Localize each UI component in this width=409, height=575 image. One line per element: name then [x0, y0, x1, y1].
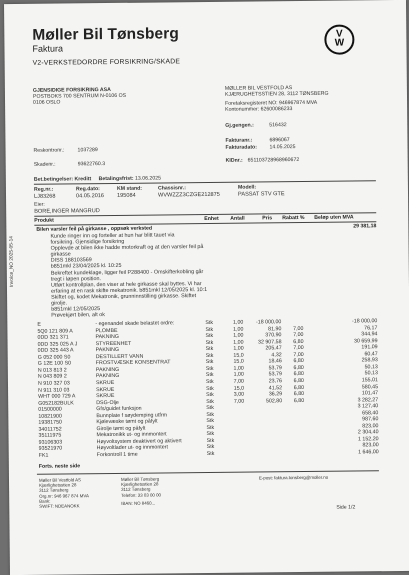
line-description: PAKNING	[95, 347, 120, 354]
line-amount: 30 659,99	[353, 337, 378, 345]
line-amount: 2 304,40	[357, 429, 379, 436]
dealer-name: MØLLER BIL VESTFOLD AS	[224, 85, 293, 92]
kid-value: 651103728968960672	[247, 157, 300, 164]
line-code: E	[37, 321, 41, 328]
line-description: SKRUE	[96, 386, 115, 393]
line-discount: 6,80	[293, 397, 305, 404]
line-unit: Stk	[206, 424, 215, 431]
col-header-qty: Antall	[230, 215, 245, 222]
description-line: Prøvekjørt bilen, alt ok	[51, 312, 105, 319]
footer-line: Telefon: 33 03 00 00	[121, 492, 161, 498]
vehicle-model-header: Modell:	[237, 184, 257, 191]
line-amount: 60,47	[364, 350, 378, 358]
line-code: N 911 310 03	[38, 386, 70, 394]
line-code: G052182BULK	[38, 399, 74, 407]
col-header-price: Pris	[262, 215, 273, 222]
line-code: N 013 813 2	[37, 367, 67, 374]
line-amount: 155,01	[361, 377, 379, 384]
line-price: 41,52	[268, 384, 283, 391]
line-quantity: 1,00	[233, 372, 244, 379]
line-unit: Stk	[205, 365, 214, 372]
line-unit: Stk	[206, 431, 215, 438]
recipient-name: GJENSIDIGE FORSIKRING ASA	[32, 86, 111, 94]
line-code: G 052 000 S0	[37, 354, 71, 361]
description-line: erfaring at en rask skifte mekatronik. b851mkl 12/05/2025 kl. 10:1	[50, 286, 208, 295]
line-description: PAKNING	[95, 373, 120, 380]
owner-value: BORE,INGER MANGRUD	[34, 208, 100, 215]
line-quantity: 1,00	[233, 339, 244, 346]
line-price: 53,79	[268, 365, 282, 372]
line-description: Bunnplate f søydemping utfrm	[96, 412, 168, 419]
description-line: DISS 188103569	[50, 257, 92, 265]
line-unit: Stk	[205, 333, 214, 340]
line-code: 10821900	[38, 413, 62, 420]
line-code: 0DD 321 371	[37, 334, 69, 341]
line-discount: 6,80	[293, 364, 304, 371]
invoice-date-value: 14.05.2025	[269, 144, 296, 151]
line-discount: 6,80	[293, 384, 305, 391]
vehicle-reg-value: LJ83268	[33, 193, 56, 200]
gj-gang	[225, 122, 286, 129]
line-description: - egenandel skade belastet ordre:	[95, 320, 175, 328]
owner-label: Eier:	[34, 201, 45, 208]
line-description: FROSTVÆSKE KONSENTRAT	[95, 359, 171, 367]
line-description: Girolje tømt og påfylt	[96, 425, 146, 432]
skade	[33, 161, 106, 168]
vehicle-reg-header: Reg.nr.:	[33, 186, 54, 193]
footer-contact	[259, 475, 328, 481]
line-code: FK1	[38, 452, 49, 459]
line-code: N 043 809 2	[37, 373, 67, 381]
line-price: 502,80	[265, 397, 283, 404]
document-type: Faktura	[32, 43, 64, 54]
line-unit: Stk	[205, 346, 214, 353]
line-description: SKRUE	[95, 379, 115, 387]
line-unit: Stk	[206, 398, 214, 405]
footer-line: Kjærlighetsstien 28	[39, 482, 77, 488]
line-description: Gfs/guidet funksjon	[96, 405, 142, 413]
footer-line: Org.nr: 946 967 874 MVA	[39, 492, 89, 499]
line-amount: 823,00	[362, 423, 379, 430]
dealer-address	[225, 85, 329, 98]
line-description: PAKNING	[95, 334, 119, 341]
line-unit: Stk	[205, 378, 214, 385]
dealer-street: KJÆRUGHETSSTIEN 28, 3112 TØNSBERG	[224, 90, 329, 98]
line-amount: 344,94	[361, 331, 378, 338]
description-line: girkasse	[50, 251, 71, 258]
company-name: Møller Bil Tønsberg	[32, 25, 179, 44]
invoice-number-label: Fakturanr.:	[225, 137, 253, 144]
line-amount: 76,17	[364, 324, 378, 331]
vehicle-km-value: 195084	[116, 192, 136, 199]
invoice-date	[225, 144, 296, 151]
line-price: 18,46	[268, 358, 282, 365]
description-line: Skiftet og, kodet Mekatronik, grunninnstilling girkasse. Skiftet	[51, 293, 197, 301]
line-discount: 6,80	[293, 338, 304, 345]
line-quantity: 1,00	[233, 319, 244, 326]
line-items	[37, 318, 379, 459]
line-amount: 3 127,40	[357, 403, 379, 410]
recipient-city: 0106 OSLO	[33, 99, 61, 106]
volkswagen-logo-icon: V W	[324, 24, 354, 54]
line-code: 93521970	[38, 445, 63, 453]
line-unit: Stk	[205, 339, 214, 346]
line-quantity: 15,0	[233, 358, 244, 366]
line-unit: Stk	[206, 385, 214, 392]
footer-line: Kjærlighetsstien 28	[121, 481, 159, 488]
line-price: 36,29	[268, 391, 283, 398]
gj-gang-label: Gj.gengen.:	[225, 122, 254, 129]
footer-line: 3112 Tønsberg	[39, 487, 69, 494]
recipient-address	[33, 87, 126, 106]
line-amount: 50,13	[364, 364, 378, 371]
line-unit: Stk	[206, 450, 215, 458]
invoice-date-label: Fakturadato:	[225, 144, 257, 151]
payment-terms-label: Bet.betingelser: Kreditt	[33, 176, 92, 183]
description-line: forsikring. Gjensidige forsikring	[50, 238, 125, 246]
line-description: Forkontroll 1 time	[96, 451, 138, 459]
footer-line: Møller Bil Tønsberg	[120, 476, 160, 482]
kid-label: KIDnr.:	[225, 157, 243, 164]
line-unit: Stk	[205, 359, 214, 366]
description-line: Utført kontrollplan, den viser at hele girkasse skal byttes. Vi har	[50, 280, 202, 289]
line-code: G 12E 100 S0	[37, 360, 72, 368]
footer-line: 3112 Tønsberg	[121, 487, 151, 493]
line-code: 34011752	[38, 426, 62, 433]
reskontro	[33, 147, 98, 154]
line-discount: 7,00	[293, 351, 304, 358]
description-line: Opplevde at bilen ikke hadde motorkraft og at den varsler feil på	[50, 244, 204, 252]
line-description: PLOMBE	[95, 327, 118, 334]
line-amount: 580,45	[361, 383, 379, 390]
line-code: WHT 000 729 A	[38, 393, 76, 400]
line-description: Mekatronikk ut- og innmontert	[96, 431, 167, 439]
line-description: STYREENHET	[95, 340, 132, 347]
vehicle-regdate-header: Reg.dato:	[75, 186, 100, 193]
section-total: 29 381,18	[353, 223, 377, 230]
vehicle-chassis-value: WVWZZZ3CZGE212875	[157, 191, 220, 199]
line-description: Høyvoltlader ut- og innmontert	[96, 444, 168, 452]
col-header-product: Produkt	[34, 217, 54, 224]
line-amount: 3 282,27	[357, 396, 379, 404]
gj-gang-value: 516432	[269, 122, 287, 129]
line-quantity: 3,00	[233, 391, 245, 398]
line-quantity: 1,00	[233, 345, 244, 352]
footer-line: Bank:	[39, 498, 51, 504]
line-amount: 1 152,20	[357, 436, 379, 443]
line-unit: Stk	[206, 418, 215, 425]
line-code: 93106303	[38, 439, 63, 446]
col-header-discount: Rabatt %	[282, 214, 305, 222]
line-amount: 987,60	[362, 416, 379, 423]
line-quantity: 15,0	[233, 385, 245, 392]
footer-line: SWIFT: NDEANOKK	[39, 503, 80, 509]
reskontro-value: 1037289	[77, 147, 98, 154]
line-unit: Stk	[205, 319, 214, 327]
line-quantity: 7,00	[233, 378, 245, 385]
document-subtitle: V2-VERKSTEDORDRE FORSIKRING/SKADE	[32, 58, 181, 67]
line-quantity: 1,00	[233, 332, 244, 339]
section-title: Bilen varsler feil på girkasse , oppsøk verksted	[36, 225, 153, 233]
line-code: 5Q0 121 809 A	[37, 327, 73, 335]
line-discount: 7,00	[293, 325, 304, 332]
line-description: DSG-Olje	[96, 399, 119, 406]
vehicle-km-header: KM stand:	[116, 185, 143, 192]
dealer-account	[225, 106, 292, 113]
line-amount: 258,93	[361, 357, 378, 364]
line-amount: 101,47	[361, 390, 379, 397]
vehicle-model-value: PASSAT STV GTE	[237, 191, 285, 198]
line-description: Kjølevæske tømt og påfylt	[96, 418, 158, 426]
line-description: SKRUE	[96, 393, 115, 400]
line-price: 81,90	[268, 325, 282, 332]
footer-company	[39, 477, 89, 509]
line-description: DESTILLERT VANN	[95, 353, 144, 360]
line-code: 35111975	[38, 432, 62, 440]
dealer-account-label: Kontonummer:	[225, 106, 260, 113]
vehicle-regdate-value: 04.05.2016	[75, 193, 105, 200]
dealer-account-value: 62600086233	[260, 106, 293, 113]
line-discount: 6,80	[293, 371, 304, 378]
recipient-street: POSTBOKS 700 SENTRUM N-0106 OS	[32, 92, 127, 100]
line-unit: Stk	[206, 437, 215, 444]
reskontro-label: Reskontronr.:	[33, 147, 65, 154]
line-unit: Stk	[205, 326, 214, 333]
line-discount: 6,80	[293, 377, 305, 385]
line-amount: 823,00	[362, 442, 379, 449]
footer-iban: IBAN: NO 8460...	[121, 500, 156, 506]
line-price: 205,47	[265, 345, 282, 352]
footer-line: E-post: faktura.tonsberg@moller.no	[258, 474, 329, 481]
dealer-org-value: 946967874 MVA	[278, 99, 318, 107]
description-line: b851mkl 12/05/2025	[51, 306, 101, 313]
side-margin-text: Invoice_NO 2025-05-14	[9, 236, 15, 288]
line-amount: 50,13	[364, 370, 378, 377]
line-amount: -18 000,00	[351, 318, 378, 325]
line-unit: Stk	[206, 444, 215, 451]
invoice-number-value: 6896067	[269, 137, 290, 144]
invoice-number	[225, 137, 290, 144]
job-description	[50, 232, 207, 319]
line-unit: Stk	[205, 372, 214, 379]
line-price: 4,32	[271, 351, 282, 359]
footer-branch	[121, 476, 161, 497]
line-price: 370,90	[265, 332, 282, 339]
skade-value: 93622760.3	[77, 161, 106, 168]
line-quantity: 1,00	[233, 326, 244, 333]
due-date-label: Betalingsfrist:	[98, 175, 134, 183]
vehicle-chassis-header: Chassisnr.:	[157, 185, 186, 192]
line-quantity: 15,0	[233, 352, 244, 359]
line-amount: 658,40	[362, 409, 379, 417]
line-discount: 6,80	[293, 358, 304, 365]
line-price: 32 907,58	[257, 338, 282, 346]
dealer-org-label: Foretaksregisteret NO:	[225, 100, 278, 107]
line-discount: 6,80	[293, 391, 305, 398]
line-code: N 910 327 03	[37, 380, 70, 387]
footer-line: Møller Bil Vestfold AS	[38, 477, 82, 483]
line-price: 53,79	[268, 371, 282, 378]
line-amount: 1 646,00	[358, 449, 379, 456]
line-description: PAKNING	[95, 366, 120, 374]
page-number: Side 1/2	[336, 504, 356, 511]
kid-number	[225, 157, 300, 164]
line-price: -18 000,00	[255, 319, 282, 326]
line-amount: 191,09	[361, 344, 378, 351]
line-quantity: 1,00	[233, 365, 244, 372]
col-header-unit: Enhet	[204, 215, 219, 223]
line-unit: Stk	[206, 411, 215, 418]
due-date-value: 13.06.2025	[134, 175, 162, 182]
line-code: 19381750	[38, 419, 63, 427]
line-code: 0DD 325 025 A J	[37, 340, 78, 348]
description-line: tregt i løpen position.	[50, 275, 101, 283]
line-code: 01500000	[38, 406, 62, 413]
description-line: b851mkl 23/04/2025 kl. 10:25	[50, 263, 122, 271]
col-header-amount: Beløp uten MVA	[314, 214, 354, 221]
line-unit: Stk	[205, 352, 214, 359]
line-unit: Stk	[206, 405, 214, 412]
line-discount: 7,00	[293, 332, 304, 339]
description-line: Kunde ringer inn og forteller at hun har blitt tauet via	[50, 232, 175, 240]
line-discount: 7,00	[293, 345, 304, 352]
description-line: Bekreftet kundeklage, ligger feil P288400 - Omskifterkobling går	[50, 268, 204, 277]
line-code: 0DD 325 443 A	[37, 347, 74, 354]
continued-label: Forts. neste side	[38, 463, 81, 470]
skade-label: Skadenr.:	[33, 161, 56, 168]
description-line: girolje.	[51, 300, 68, 307]
line-quantity: 7,00	[233, 398, 245, 405]
line-description: Høyvoltsystem deaktivert og aktivert	[96, 438, 182, 446]
line-unit: Stk	[206, 391, 214, 399]
invoice-page	[4, 0, 409, 575]
line-price: 23,76	[268, 378, 283, 385]
